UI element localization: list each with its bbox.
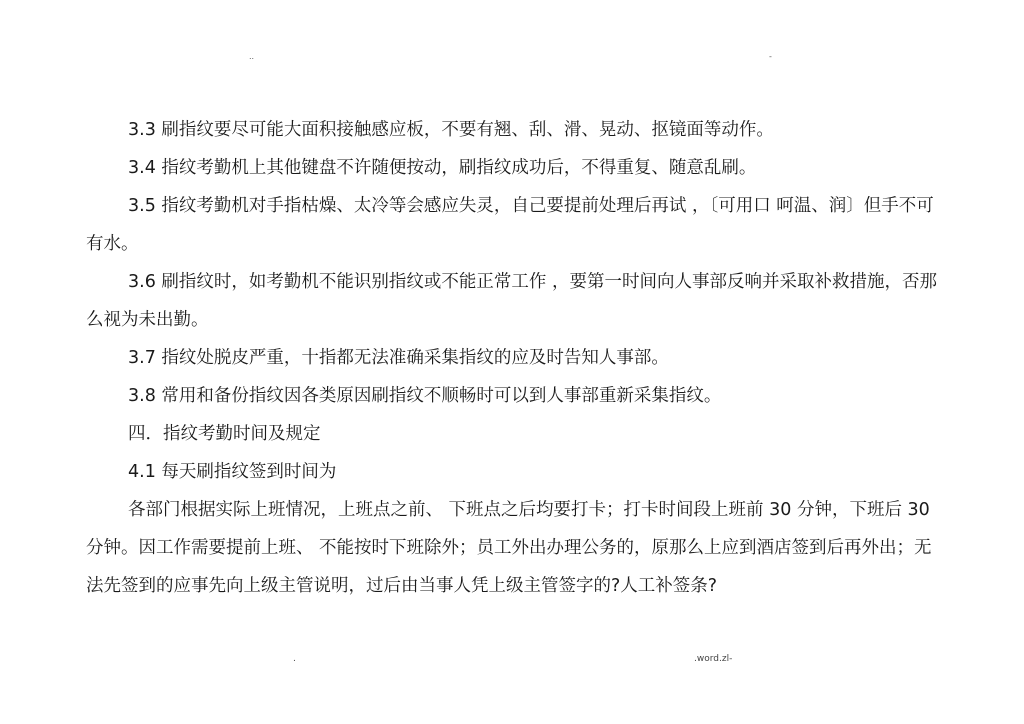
paragraph-sign-in-rules: 各部门根据实际上班情况，上班点之前、 下班点之后均要打卡；打卡时间段上班前 30 分钟，下班后 30 分钟。因工作需要提前上班、 不能按时下班除外；员工外出办理公务的，原那么上应到酒店签到后再外出；无法先签到的应事先向上级主管说明，过后由当事人凭上级主管签字的?人工补签条? [86, 500, 932, 596]
footer-right-mark: .word.zl- [694, 654, 733, 664]
footer-left-mark: . [293, 654, 296, 664]
paragraph-3-5: 3.5 指纹考勤机对手指枯燥、太冷等会感应失灵，自己要提前处理后再试 ，〔可用口 呵温、润〕但手不可有水。 [86, 196, 934, 254]
paragraph-3-7: 3.7 指纹处脱皮严重，十指都无法准确采集指纹的应及时告知人事部。 [128, 348, 669, 368]
header-right-mark: - [769, 52, 772, 61]
paragraph-3-3: 3.3 刷指纹要尽可能大面积接触感应板，不要有翘、刮、滑、晃动、抠镜面等动作。 [128, 120, 774, 140]
document-body [86, 111, 946, 605]
paragraph-3-8: 3.8 常用和备份指纹因各类原因刷指纹不顺畅时可以到人事部重新采集指纹。 [128, 386, 722, 406]
section-heading-4: 四．指纹考勤时间及规定 [128, 424, 321, 444]
paragraph-4-1: 4.1 每天刷指纹签到时间为 [128, 462, 337, 482]
header-left-mark: .. [249, 52, 255, 61]
paragraph-3-6: 3.6 刷指纹时，如考勤机不能识别指纹或不能正常工作 ，要第一时间向人事部反响并采取补救措施，否那么视为未出勤。 [86, 272, 937, 330]
paragraph-3-4: 3.4 指纹考勤机上其他键盘不许随便按动，刷指纹成功后，不得重复、随意乱刷。 [128, 158, 757, 178]
